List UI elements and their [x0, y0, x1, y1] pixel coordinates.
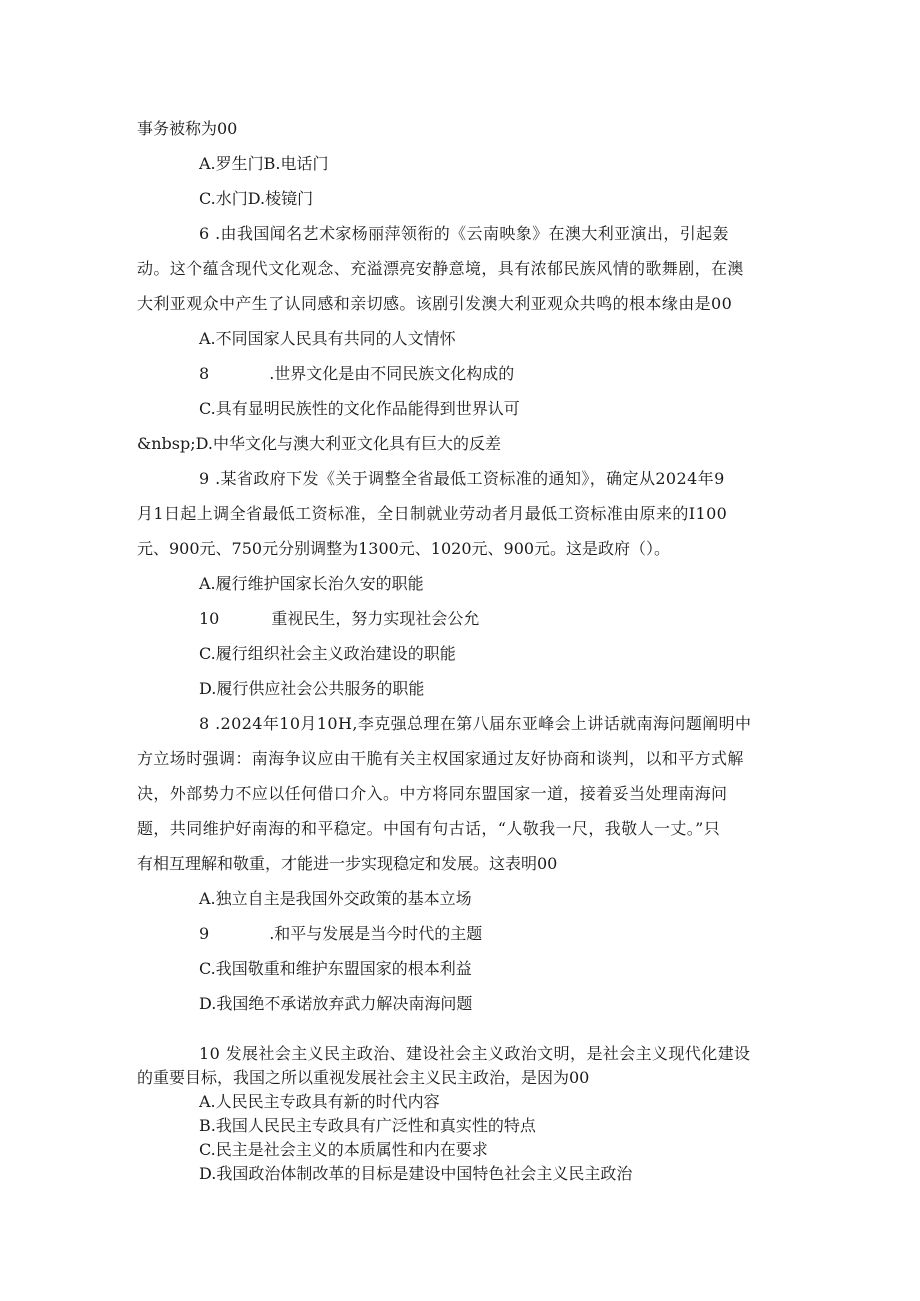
- option-line: C.水门D.棱镜门: [199, 189, 314, 208]
- option-line: C.我国敬重和维护东盟国家的根本利益: [199, 959, 472, 978]
- option-line: A.不同国家人民具有共同的人文情怀: [199, 329, 456, 348]
- question-line: 10 发展社会主义民主政治、建设社会主义政治文明，是社会主义现代化建设: [199, 1044, 751, 1063]
- option-number: 9: [199, 924, 210, 943]
- text-line: 月1日起上调全省最低工资标准，全日制就业劳动者月最低工资标准由原来的I100: [137, 504, 728, 523]
- text-line: 动。这个蕴含现代文化观念、充溢漂亮安静意境，具有浓郁民族风情的歌舞剧，在澳: [137, 259, 744, 278]
- option-line: A.人民民主专政具有新的时代内容: [199, 1092, 440, 1111]
- option-number: 10: [199, 609, 220, 628]
- option-line: &nbsp;D.中华文化与澳大利亚文化具有巨大的反差: [137, 434, 501, 453]
- option-line: D.我国政治体制改革的目标是建设中国特色社会主义民主政治: [199, 1164, 633, 1183]
- text-line: 有相互理解和敬重，才能进一步实现稳定和发展。这表明00: [137, 854, 558, 873]
- option-line: D.履行供应社会公共服务的职能: [199, 679, 425, 698]
- option-line: D.我国绝不承诺放弃武力解决南海问题: [199, 994, 473, 1013]
- text-line: 事务被称为00: [137, 119, 238, 138]
- option-text: 重视民生，努力实现社会公允: [271, 609, 480, 628]
- option-line: C.民主是社会主义的本质属性和内在要求: [199, 1140, 488, 1159]
- option-line: [199, 364, 514, 384]
- text-line: 的重要目标，我国之所以重视发展社会主义民主政治，是因为00: [137, 1068, 590, 1087]
- text-line: 方立场时强调：南海争议应由干脆有关主权国家通过友好协商和谈判，以和平方式解: [137, 749, 744, 768]
- question-line: 8 .2024年10月10H,李克强总理在第八届东亚峰会上讲话就南海问题阐明中: [199, 714, 752, 733]
- text-line: 题，共同维护好南海的和平稳定。中国有句古话，“人敬我一尺，我敬人一丈。”只: [137, 819, 721, 838]
- option-line: C.履行组织社会主义政治建设的职能: [199, 644, 456, 663]
- option-number: 8: [199, 364, 210, 383]
- option-line: C.具有显明民族性的文化作品能得到世界认可: [199, 399, 520, 418]
- text-line: 决，外部势力不应以任何借口介入。中方将同东盟国家一道，接着妥当处理南海问: [137, 784, 728, 803]
- option-line: A.罗生门B.电话门: [199, 154, 329, 173]
- option-text: .和平与发展是当今时代的主题: [269, 924, 483, 943]
- option-line: A.独立自主是我国外交政策的基本立场: [199, 889, 472, 908]
- option-line: [199, 924, 482, 944]
- text-line: 元、900元、750元分别调整为1300元、1020元、900元。这是政府（）。: [137, 539, 671, 558]
- option-text: .世界文化是由不同民族文化构成的: [269, 364, 515, 383]
- question-line: 9 .某省政府下发《关于调整全省最低工资标准的通知》，确定从2024年9: [199, 469, 725, 488]
- option-line: [199, 609, 479, 629]
- option-line: B.我国人民民主专政具有广泛性和真实性的特点: [199, 1116, 536, 1135]
- text-line: 大利亚观众中产生了认同感和亲切感。该剧引发澳大利亚观众共鸣的根本缘由是00: [137, 294, 733, 313]
- option-line: A.履行维护国家长治久安的职能: [199, 574, 424, 593]
- question-line: 6 .由我国闻名艺术家杨丽萍领衔的《云南映象》在澳大利亚演出，引起轰: [199, 224, 729, 243]
